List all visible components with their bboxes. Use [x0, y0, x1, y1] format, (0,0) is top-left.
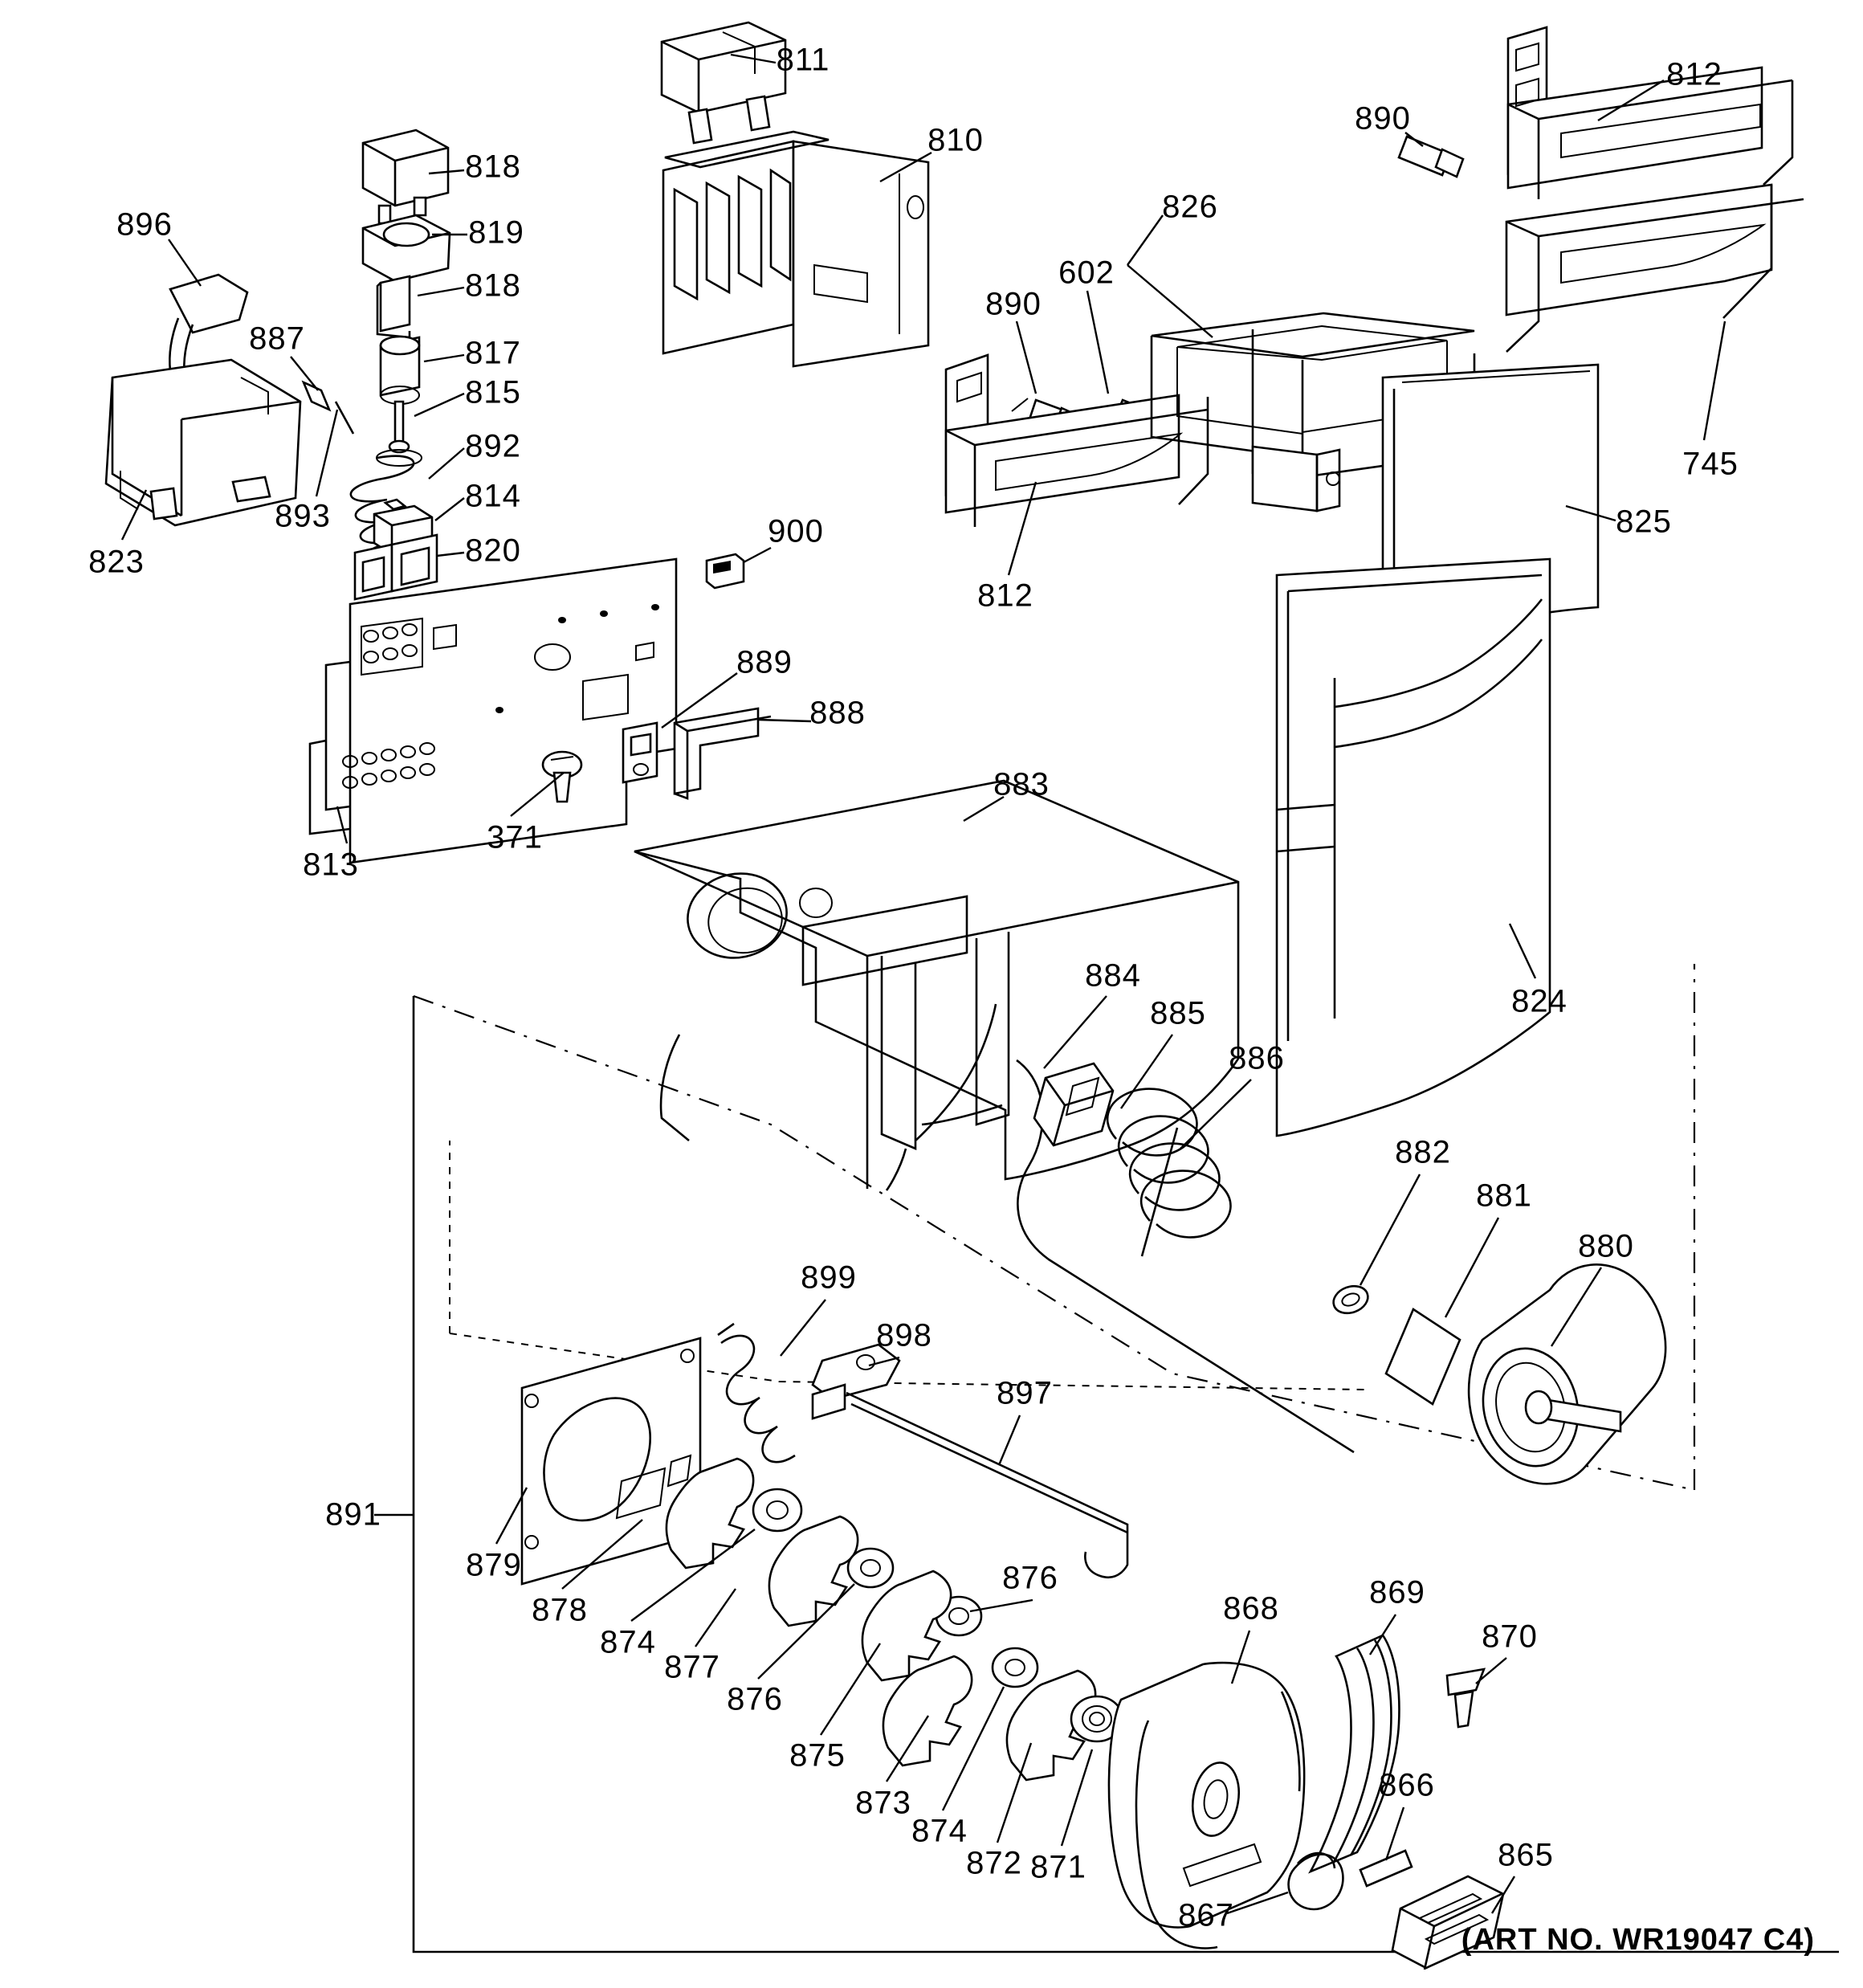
- callout-900: 900: [768, 513, 824, 549]
- callout-876: 876: [727, 1681, 783, 1717]
- callout-871: 871: [1030, 1849, 1086, 1885]
- part-899-spring: [718, 1324, 795, 1462]
- callout-817: 817: [465, 335, 521, 371]
- callout-813: 813: [303, 847, 359, 883]
- callout-815: 815: [465, 374, 521, 410]
- callout-897: 897: [997, 1375, 1053, 1411]
- callout-892: 892: [465, 428, 521, 464]
- part-876a-washer: [848, 1549, 893, 1587]
- part-874b-washer: [993, 1648, 1037, 1687]
- callout-825: 825: [1616, 504, 1672, 540]
- callout-371: 371: [487, 819, 543, 855]
- part-889-sensor: [623, 723, 657, 782]
- callout-867: 867: [1178, 1897, 1234, 1933]
- callout-886: 886: [1229, 1040, 1285, 1076]
- part-877-cam: [769, 1517, 858, 1626]
- part-890a-screw: [1399, 137, 1463, 177]
- part-813-control-panel: [310, 559, 676, 863]
- part-811-cover: [662, 22, 785, 143]
- callout-890: 890: [985, 286, 1042, 322]
- callout-819: 819: [468, 214, 524, 251]
- callout-875: 875: [789, 1737, 846, 1774]
- callout-826: 826: [1162, 189, 1218, 225]
- callout-870: 870: [1482, 1619, 1538, 1655]
- callout-872: 872: [966, 1845, 1022, 1881]
- callout-818: 818: [465, 267, 521, 304]
- callout-888: 888: [809, 695, 866, 731]
- part-881-pad: [1386, 1309, 1460, 1404]
- part-815-rod: [389, 402, 409, 452]
- callout-879: 879: [466, 1547, 522, 1583]
- callout-865: 865: [1498, 1837, 1554, 1873]
- part-896-823-motor-assembly: [106, 275, 300, 525]
- callout-883: 883: [993, 766, 1050, 802]
- part-866-pin: [1360, 1851, 1412, 1886]
- callout-812: 812: [1666, 56, 1722, 92]
- part-880-cylinder: [1469, 1264, 1665, 1484]
- callout-812: 812: [977, 578, 1033, 614]
- callout-873: 873: [855, 1785, 911, 1821]
- callout-877: 877: [664, 1649, 720, 1685]
- callout-882: 882: [1395, 1134, 1451, 1170]
- callout-814: 814: [465, 478, 521, 514]
- part-888-bracket: [675, 708, 771, 798]
- callout-876: 876: [1002, 1560, 1058, 1596]
- part-887-893-pin: [304, 382, 353, 434]
- callout-898: 898: [876, 1317, 932, 1353]
- callout-745: 745: [1682, 446, 1739, 482]
- callout-878: 878: [532, 1592, 588, 1628]
- callout-893: 893: [275, 498, 331, 534]
- callout-889: 889: [736, 644, 793, 680]
- callout-820: 820: [465, 533, 521, 569]
- callout-885: 885: [1150, 995, 1206, 1031]
- part-870-screw: [1447, 1669, 1484, 1727]
- part-900-clip: [707, 554, 744, 588]
- part-883-ice-bucket: [634, 781, 1238, 1190]
- callout-896: 896: [116, 206, 173, 243]
- art-number-label: (ART NO. WR19047 C4): [1461, 1923, 1815, 1957]
- part-869-fins: [1311, 1635, 1399, 1872]
- callout-810: 810: [927, 122, 984, 158]
- callout-823: 823: [88, 544, 145, 580]
- part-820-clip: [355, 535, 437, 599]
- part-812-rail-top-right: [1508, 27, 1792, 199]
- part-817-cylinder: [381, 337, 419, 404]
- callout-866: 866: [1379, 1767, 1435, 1803]
- callout-881: 881: [1476, 1178, 1532, 1214]
- part-897-rod: [846, 1393, 1127, 1578]
- part-745-rail: [1506, 185, 1804, 352]
- part-824-front-cover: [1277, 559, 1550, 1136]
- callout-880: 880: [1578, 1228, 1634, 1264]
- callout-824: 824: [1511, 983, 1567, 1019]
- part-812-rail-left: [946, 355, 1208, 527]
- part-819-cap: [363, 215, 450, 281]
- part-810-icemaker: [663, 132, 928, 366]
- callout-818: 818: [465, 149, 521, 185]
- callout-811: 811: [776, 42, 830, 78]
- callout-874: 874: [600, 1624, 656, 1660]
- callout-884: 884: [1085, 957, 1141, 994]
- callout-899: 899: [801, 1259, 857, 1296]
- part-818b-sleeve: [377, 276, 410, 337]
- callout-602: 602: [1058, 255, 1115, 291]
- part-818a-switch: [363, 130, 448, 223]
- callout-868: 868: [1223, 1590, 1279, 1627]
- part-874a-washer: [753, 1489, 801, 1531]
- callout-887: 887: [249, 320, 305, 357]
- callout-869: 869: [1369, 1574, 1425, 1610]
- callout-891: 891: [325, 1496, 381, 1533]
- callout-874: 874: [911, 1813, 968, 1849]
- part-882-washer: [1330, 1281, 1372, 1317]
- callout-890: 890: [1355, 100, 1411, 137]
